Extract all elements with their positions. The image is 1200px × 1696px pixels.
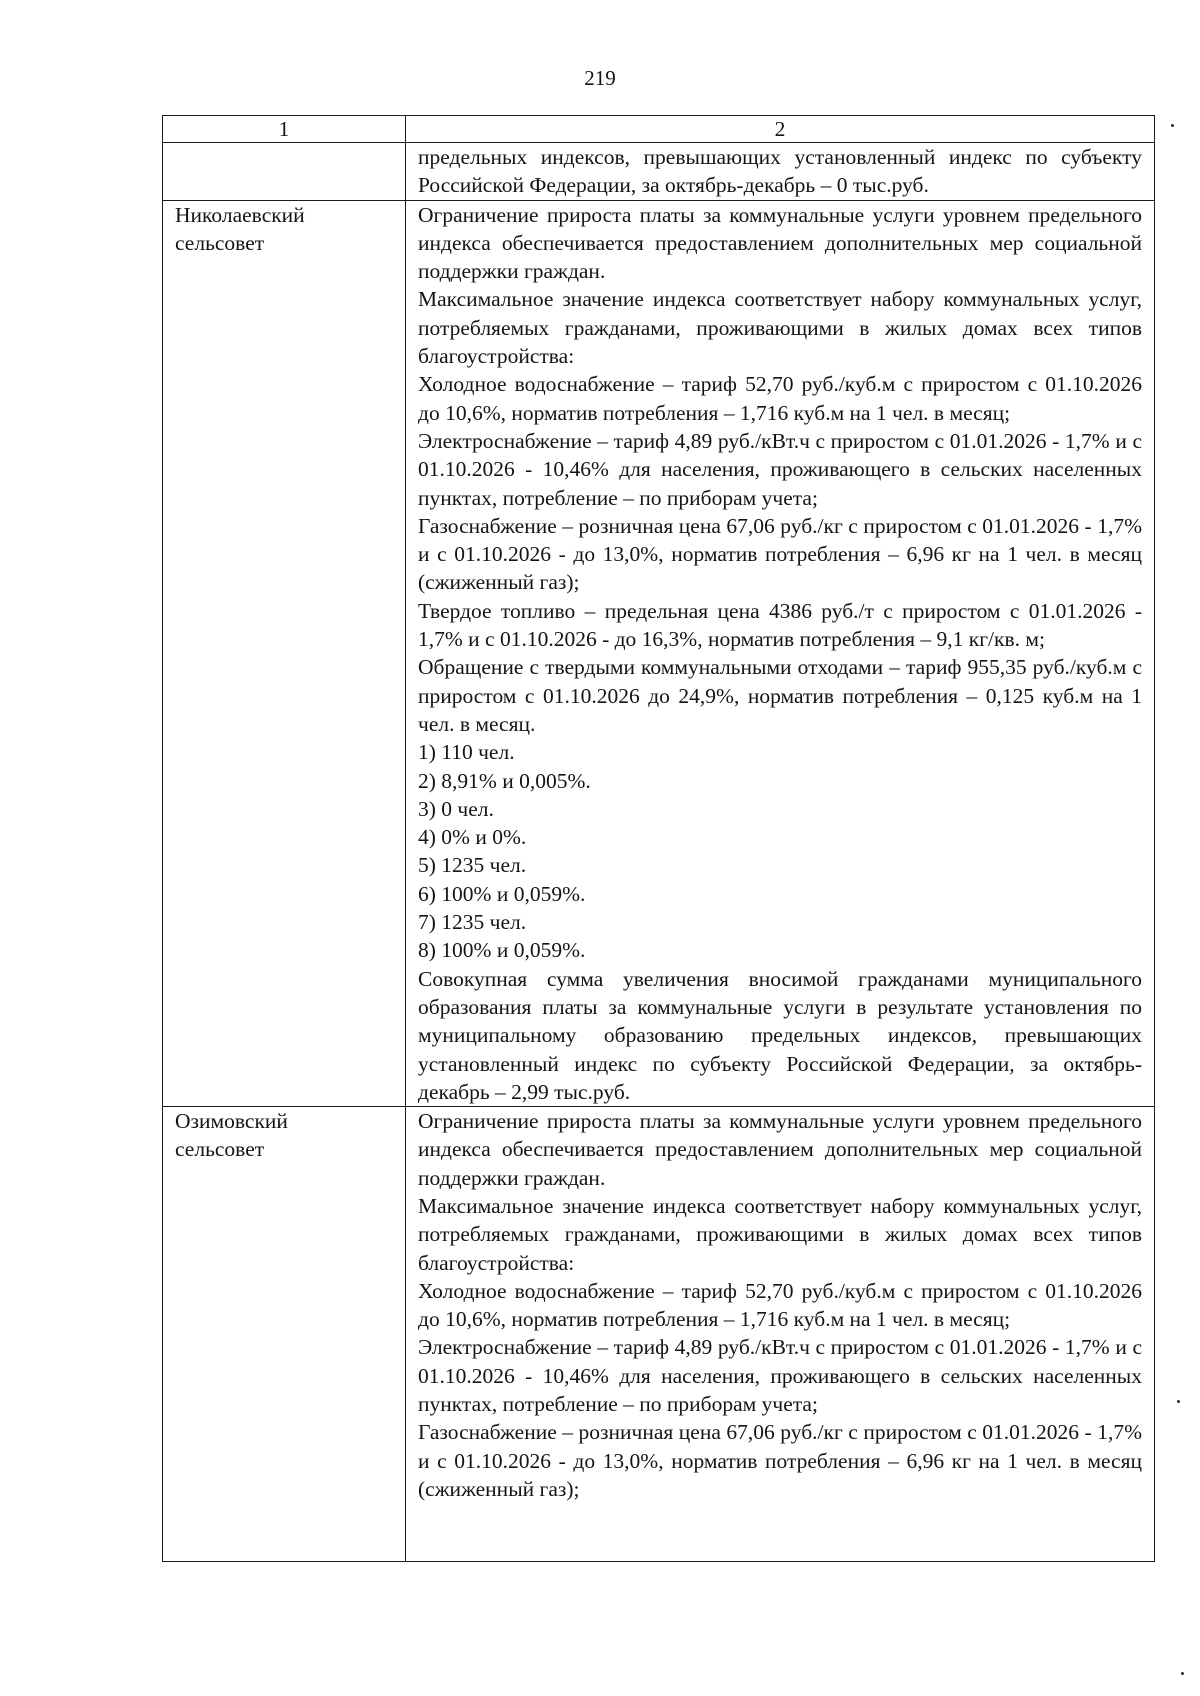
description-paragraph: Максимальное значение индекса соответствует набору коммунальных услуг, потребляемых гражданами, проживающими в жилых домах всех типов благоустройства: [418,1193,1142,1275]
scan-speck [1177,1400,1180,1403]
description-paragraph: 6) 100% и 0,059%. [418,881,586,906]
municipality-cell [163,143,406,201]
scan-speck [1171,124,1174,127]
description-paragraph: Электроснабжение – тариф 4,89 руб./кВт.ч с приростом с 01.01.2026 - 1,7% и с 01.10.2026 - 10,46% для населения, проживающего в сельских населенных пунктах, потребление – по приборам учета; [418,1335,1142,1417]
description-paragraph: Совокупная сумма увеличения вносимой гражданами муниципального образования платы за коммунальные услуги в результате установления по муниципальному образованию предельных индексов, превышающих установленный индекс по субъекту Российской Федерации, за октябрь-декабрь – 2,99 тыс.руб. [418,966,1142,1104]
page-number: 219 [584,66,616,90]
column-header-1: 1 [163,116,406,143]
description-cell [406,1107,1155,1562]
description-paragraph: Максимальное значение индекса соответствует набору коммунальных услуг, потребляемых гражданами, проживающими в жилых домах всех типов благоустройства: [418,287,1142,369]
description-paragraph: Холодное водоснабжение – тариф 52,70 руб./куб.м с приростом с 01.10.2026 до 10,6%, норматив потребления – 1,716 куб.м на 1 чел. в месяц; [418,372,1142,425]
municipality-name-line: Николаевский [175,202,305,227]
description-paragraph: 5) 1235 чел. [418,853,527,878]
description-cell [406,200,1155,1107]
description-paragraph: Электроснабжение – тариф 4,89 руб./кВт.ч с приростом с 01.01.2026 - 1,7% и с 01.10.2026 - 10,46% для населения, проживающего в сельских населенных пунктах, потребление – по приборам учета; [418,428,1142,510]
municipality-name-line: сельсовет [175,230,265,255]
description-paragraph: Газоснабжение – розничная цена 67,06 руб./кг с приростом с 01.01.2026 - 1,7% и с 01.10.2026 - до 13,0%, норматив потребления – 6,96 кг на 1 чел. в месяц (сжиженный газ); [418,513,1142,595]
description-paragraph: Ограничение прироста платы за коммунальные услуги уровнем предельного индекса обеспечивается предоставлением дополнительных мер социальной поддержки граждан. [418,202,1142,284]
table-row [163,1107,1155,1562]
scan-speck [1181,1672,1184,1675]
description-cell [406,143,1155,201]
description-paragraph: Газоснабжение – розничная цена 67,06 руб./кг с приростом с 01.01.2026 - 1,7% и с 01.10.2026 - до 13,0%, норматив потребления – 6,96 кг на 1 чел. в месяц (сжиженный газ); [418,1420,1142,1501]
description-paragraph: 3) 0 чел. [418,796,494,821]
municipality-name-line: Озимовский [175,1109,288,1134]
table-header-row [163,116,1155,143]
municipality-name-line: сельсовет [175,1137,265,1162]
description-paragraph: Твердое топливо – предельная цена 4386 руб./т с приростом с 01.01.2026 - 1,7% и с 01.10.2026 - до 16,3%, норматив потребления – 9,1 кг/кв. м; [418,598,1142,652]
description-paragraph: 2) 8,91% и 0,005%. [418,768,591,793]
description-paragraph: 1) 110 чел. [418,740,515,765]
description-paragraph: 8) 100% и 0,059%. [418,938,586,963]
municipality-cell [163,200,406,1107]
table-row [163,200,1155,1107]
description-paragraph: предельных индексов, превышающих установленный индекс по субъекту Российской Федерации, за октябрь-декабрь – 0 тыс.руб. [418,145,1142,198]
description-paragraph: 4) 0% и 0%. [418,825,527,850]
description-paragraph: Обращение с твердыми коммунальными отходами – тариф 955,35 руб./куб.м с приростом с 01.10.2026 до 24,9%, норматив потребления – 0,125 куб.м на 1 чел. в месяц. [418,655,1142,736]
document-table [162,115,1155,1562]
table-body [163,143,1155,1562]
column-header-2: 2 [406,116,1155,143]
description-paragraph: Ограничение прироста платы за коммунальные услуги уровнем предельного индекса обеспечивается предоставлением дополнительных мер социальной поддержки граждан. [418,1109,1142,1190]
municipality-cell [163,1107,406,1562]
table-row [163,143,1155,201]
description-paragraph: 7) 1235 чел. [418,910,527,935]
description-paragraph: Холодное водоснабжение – тариф 52,70 руб./куб.м с приростом с 01.10.2026 до 10,6%, норматив потребления – 1,716 куб.м на 1 чел. в месяц; [418,1278,1142,1332]
